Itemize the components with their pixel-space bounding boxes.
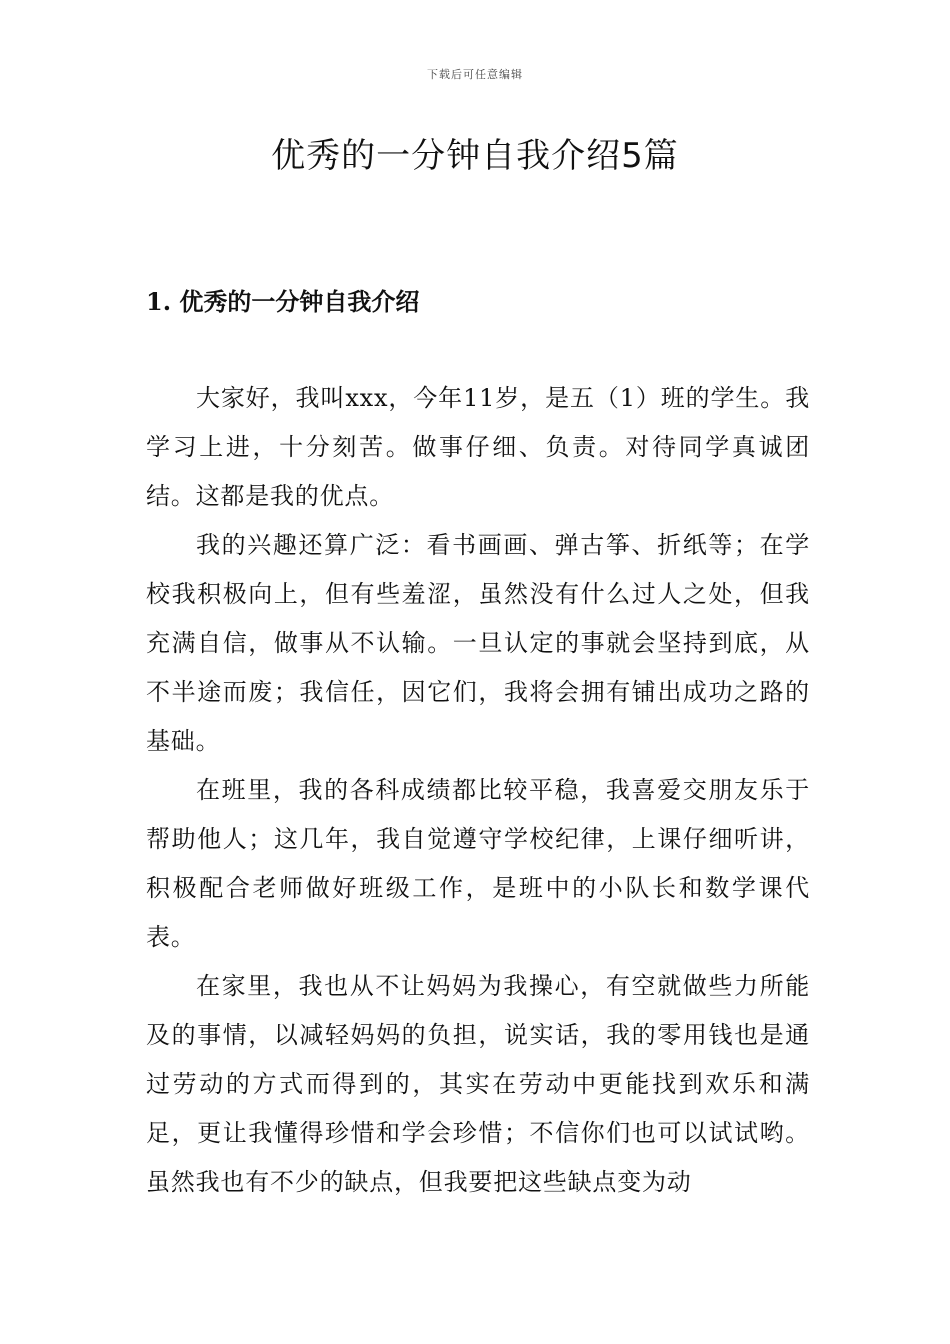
paragraph: 在班里，我的各科成绩都比较平稳，我喜爱交朋友乐于帮助他人；这几年，我自觉遵守学校纪律，上课仔细听讲，积极配合老师做好班级工作，是班中的小队长和数学课代表。 [146, 776, 810, 951]
paragraph: 在家里，我也从不让妈妈为我操心，有空就做些力所能及的事情，以减轻妈妈的负担，说实话，我的零用钱也是通过劳动的方式而得到的，其实在劳动中更能找到欢乐和满足，更让我懂得珍惜和学会珍惜；不信你们也可以试试哟。虽然我也有不少的缺点，但我要把这些缺点变为动 [146, 972, 810, 1196]
header-note: 下载后可任意编辑 [427, 68, 523, 81]
document-title: 优秀的一分钟自我介绍5篇 [271, 136, 679, 176]
paragraph: 我的兴趣还算广泛：看书画画、弹古筝、折纸等；在学校我积极向上，但有些羞涩，虽然没有什么过人之处，但我充满自信，做事从不认输。一旦认定的事就会坚持到底，从不半途而废；我信任，因它们，我将会拥有铺出成功之路的基础。 [146, 531, 810, 755]
body-text [146, 374, 810, 1207]
paragraph: 大家好，我叫xxx，今年11岁，是五（1）班的学生。我学习上进，十分刻苦。做事仔细、负责。对待同学真诚团结。这都是我的优点。 [146, 384, 810, 510]
section-heading: 1. 优秀的一分钟自我介绍 [146, 287, 420, 316]
